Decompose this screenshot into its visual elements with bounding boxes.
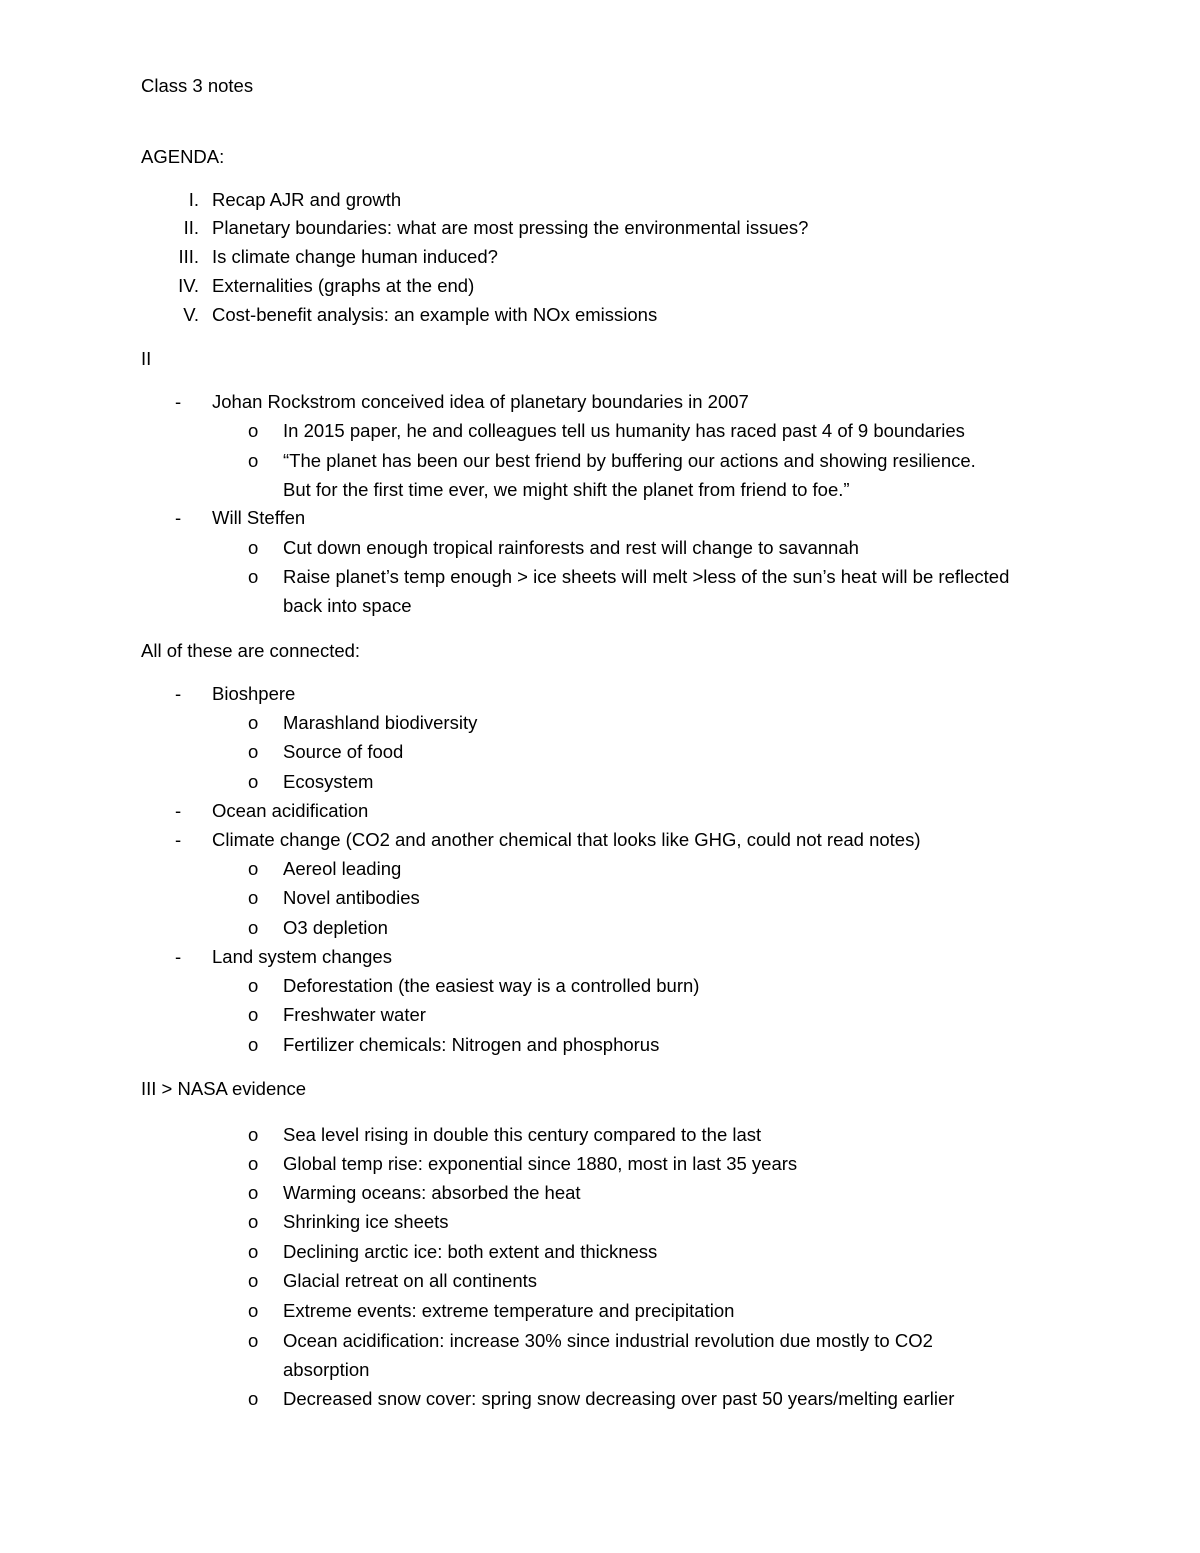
evidence-item-continuation: absorption	[283, 1359, 370, 1380]
document-title: Class 3 notes	[141, 75, 254, 96]
sub-list-item: Marashland biodiversity	[283, 712, 478, 733]
list-item: Johan Rockstrom conceived idea of planetary boundaries in 2007	[212, 391, 749, 412]
evidence-item: Warming oceans: absorbed the heat	[283, 1182, 581, 1203]
list-item: Ocean acidification	[212, 800, 369, 821]
circle-bullet: o	[248, 1182, 259, 1203]
circle-bullet: o	[248, 1270, 259, 1291]
circle-bullet: o	[248, 741, 259, 762]
sub-list-item: Freshwater water	[283, 1004, 426, 1025]
circle-bullet: o	[248, 450, 259, 471]
agenda-item: Is climate change human induced?	[212, 246, 498, 267]
circle-bullet: o	[248, 1388, 259, 1409]
sub-list-item: Deforestation (the easiest way is a controlled burn)	[283, 975, 700, 996]
sub-list-item-continuation: back into space	[283, 595, 412, 616]
agenda-numeral: IV.	[178, 275, 199, 296]
circle-bullet: o	[248, 420, 259, 441]
sub-list-item: Novel antibodies	[283, 887, 420, 908]
evidence-item: Global temp rise: exponential since 1880, most in last 35 years	[283, 1153, 798, 1174]
circle-bullet: o	[248, 1300, 259, 1321]
agenda-item: Planetary boundaries: what are most pressing the environmental issues?	[212, 217, 809, 238]
sub-list-item: In 2015 paper, he and colleagues tell us humanity has raced past 4 of 9 boundaries	[283, 420, 965, 441]
evidence-item: Glacial retreat on all continents	[283, 1270, 537, 1291]
circle-bullet: o	[248, 1211, 259, 1232]
dash-bullet: -	[175, 507, 182, 528]
section-heading: All of these are connected:	[141, 640, 361, 661]
sub-list-item: “The planet has been our best friend by buffering our actions and showing resilience.	[283, 450, 976, 471]
list-item: Will Steffen	[212, 507, 306, 528]
agenda-numeral: III.	[178, 246, 199, 267]
agenda-numeral: V.	[183, 304, 199, 325]
evidence-item: Declining arctic ice: both extent and thickness	[283, 1241, 658, 1262]
agenda-item: Recap AJR and growth	[212, 189, 402, 210]
agenda-item: Externalities (graphs at the end)	[212, 275, 475, 296]
evidence-item: Extreme events: extreme temperature and precipitation	[283, 1300, 735, 1321]
sub-list-item: O3 depletion	[283, 917, 388, 938]
circle-bullet: o	[248, 771, 259, 792]
section-heading: III > NASA evidence	[141, 1078, 307, 1099]
evidence-item: Ocean acidification: increase 30% since industrial revolution due mostly to CO2	[283, 1330, 933, 1351]
circle-bullet: o	[248, 1124, 259, 1145]
circle-bullet: o	[248, 1330, 259, 1351]
circle-bullet: o	[248, 887, 259, 908]
agenda-item: Cost-benefit analysis: an example with NOx emissions	[212, 304, 658, 325]
evidence-item: Decreased snow cover: spring snow decreasing over past 50 years/melting earlier	[283, 1388, 955, 1409]
evidence-item: Sea level rising in double this century compared to the last	[283, 1124, 762, 1145]
list-item: Climate change (CO2 and another chemical that looks like GHG, could not read notes)	[212, 829, 921, 850]
circle-bullet: o	[248, 1004, 259, 1025]
list-item: Land system changes	[212, 946, 392, 967]
sub-list-item: Source of food	[283, 741, 404, 762]
dash-bullet: -	[175, 683, 182, 704]
sub-list-item: Aereol leading	[283, 858, 402, 879]
section-heading: II	[141, 348, 152, 369]
circle-bullet: o	[248, 566, 259, 587]
sub-list-item-continuation: But for the first time ever, we might shift the planet from friend to foe.”	[283, 479, 850, 500]
circle-bullet: o	[248, 917, 259, 938]
circle-bullet: o	[248, 1241, 259, 1262]
circle-bullet: o	[248, 1153, 259, 1174]
circle-bullet: o	[248, 858, 259, 879]
agenda-numeral: II.	[183, 217, 199, 238]
agenda-heading: AGENDA:	[141, 146, 225, 167]
sub-list-item: Raise planet’s temp enough > ice sheets will melt >less of the sun’s heat will be reflected	[283, 566, 1010, 587]
sub-list-item: Fertilizer chemicals: Nitrogen and phosphorus	[283, 1034, 660, 1055]
circle-bullet: o	[248, 1034, 259, 1055]
circle-bullet: o	[248, 712, 259, 733]
circle-bullet: o	[248, 537, 259, 558]
dash-bullet: -	[175, 946, 182, 967]
sub-list-item: Ecosystem	[283, 771, 374, 792]
list-item: Bioshpere	[212, 683, 296, 704]
dash-bullet: -	[175, 391, 182, 412]
dash-bullet: -	[175, 800, 182, 821]
sub-list-item: Cut down enough tropical rainforests and rest will change to savannah	[283, 537, 859, 558]
agenda-numeral: I.	[188, 189, 199, 210]
circle-bullet: o	[248, 975, 259, 996]
dash-bullet: -	[175, 829, 182, 850]
evidence-item: Shrinking ice sheets	[283, 1211, 449, 1232]
